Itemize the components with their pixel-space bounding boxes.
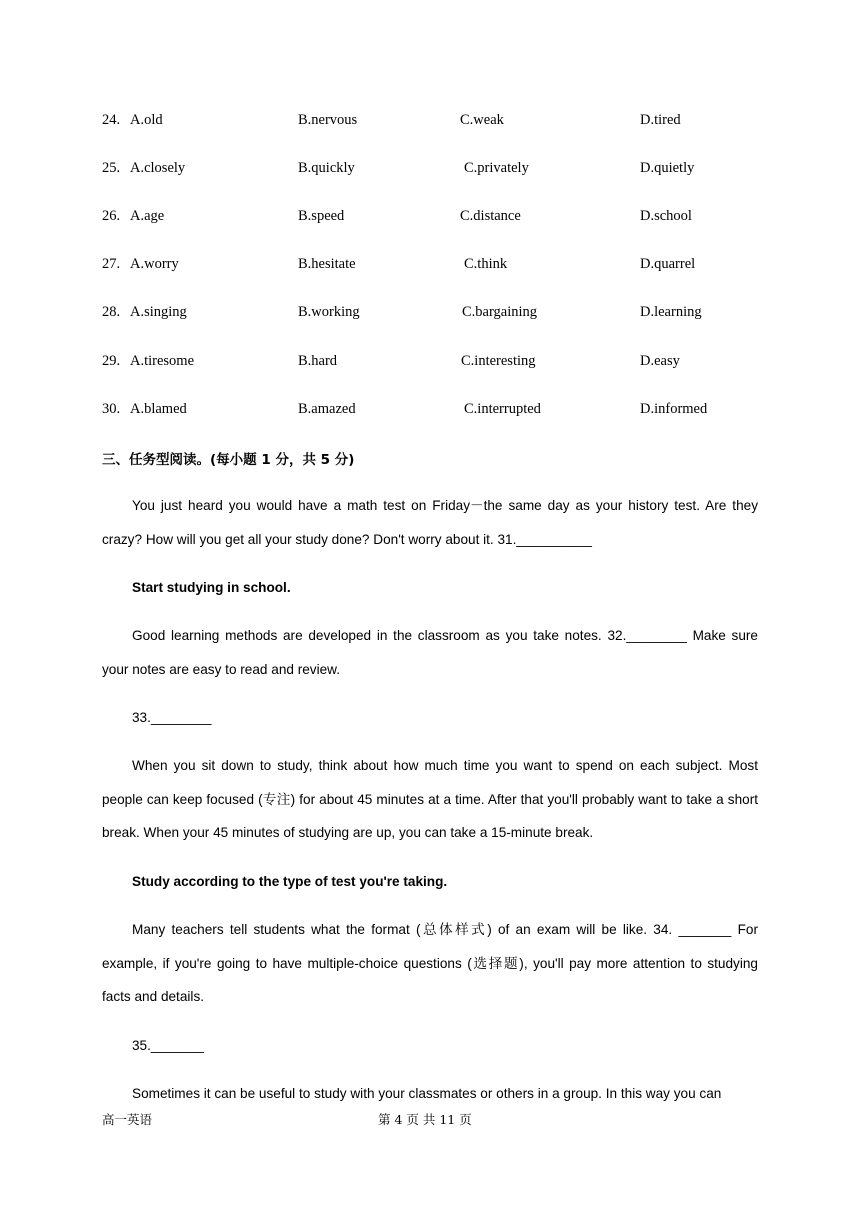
option-d: D.tired [640,112,681,128]
intro-paragraph: You just heard you would have a math test on Friday－the same day as your history test. Are they crazy? How will you get all your study done? Don't worry about it. 31.__________ [102,498,758,547]
option-a: A.age [130,208,165,224]
option-c: C.bargaining [462,304,538,320]
option-d: D.learning [640,304,702,320]
question-number: 26. [102,208,121,224]
option-b: B.nervous [298,112,358,128]
option-c: C.weak [460,112,504,128]
option-b: B.amazed [298,401,356,417]
question-number: 30. [102,401,121,417]
paragraph-format: Many teachers tell students what the format (总体样式) of an exam will be like. 34. _______ For example, if you're going to have multiple-choice questions (选择题), you'll pay more attention to studying facts and details. [102,922,758,1004]
option-d: D.informed [640,401,708,417]
question-row-29 [102,353,762,375]
option-c: C.distance [460,208,521,224]
paragraph-study-time: When you sit down to study, think about how much time you want to spend on each subject. Most people can keep focused (专注) for about 45 minutes at a time. After that you'll probably want to take a short break. When your 45 minutes of studying are up, you can take a 15-minute break. [102,758,758,840]
option-a: A.worry [130,256,179,272]
heading-start-studying: Start studying in school. [132,580,291,595]
option-c: C.privately [464,160,529,176]
footer-page-number: 第 4 页 共 11 页 [378,1112,472,1127]
blank-33: 33.________ [132,710,212,725]
blank-35: 35._______ [132,1038,204,1053]
option-a: A.old [130,112,163,128]
option-c: C.interesting [461,353,536,369]
option-d: D.quarrel [640,256,696,272]
option-b: B.speed [298,208,345,224]
option-d: D.quietly [640,160,695,176]
question-row-30 [102,401,762,423]
question-number: 29. [102,353,121,369]
option-b: B.quickly [298,160,355,176]
heading-test-type: Study according to the type of test you're taking. [132,874,448,889]
paragraph-learning-methods: Good learning methods are developed in the classroom as you take notes. 32.________ Make sure your notes are easy to read and review. [102,628,758,677]
question-number: 25. [102,160,121,176]
option-b: B.hard [298,353,338,369]
paragraph-group-study: Sometimes it can be useful to study with your classmates or others in a group. In this way you can [132,1086,722,1101]
question-number: 24. [102,112,121,128]
option-b: B.hesitate [298,256,356,272]
option-c: C.interrupted [464,401,541,417]
question-row-25 [102,160,762,182]
question-row-26 [102,208,762,230]
question-row-28 [102,304,762,326]
question-number: 28. [102,304,121,320]
option-b: B.working [298,304,360,320]
section-title: 三、任务型阅读。(每小题 1 分，共 5 分) [102,452,355,468]
option-a: A.tiresome [130,353,195,369]
question-row-24 [102,112,762,134]
option-a: A.blamed [130,401,187,417]
option-a: A.singing [130,304,187,320]
option-c: C.think [464,256,508,272]
option-d: D.school [640,208,692,224]
question-number: 27. [102,256,121,272]
option-d: D.easy [640,353,680,369]
option-a: A.closely [130,160,186,176]
question-row-27 [102,256,762,278]
footer-subject: 高一英语 [102,1112,153,1127]
